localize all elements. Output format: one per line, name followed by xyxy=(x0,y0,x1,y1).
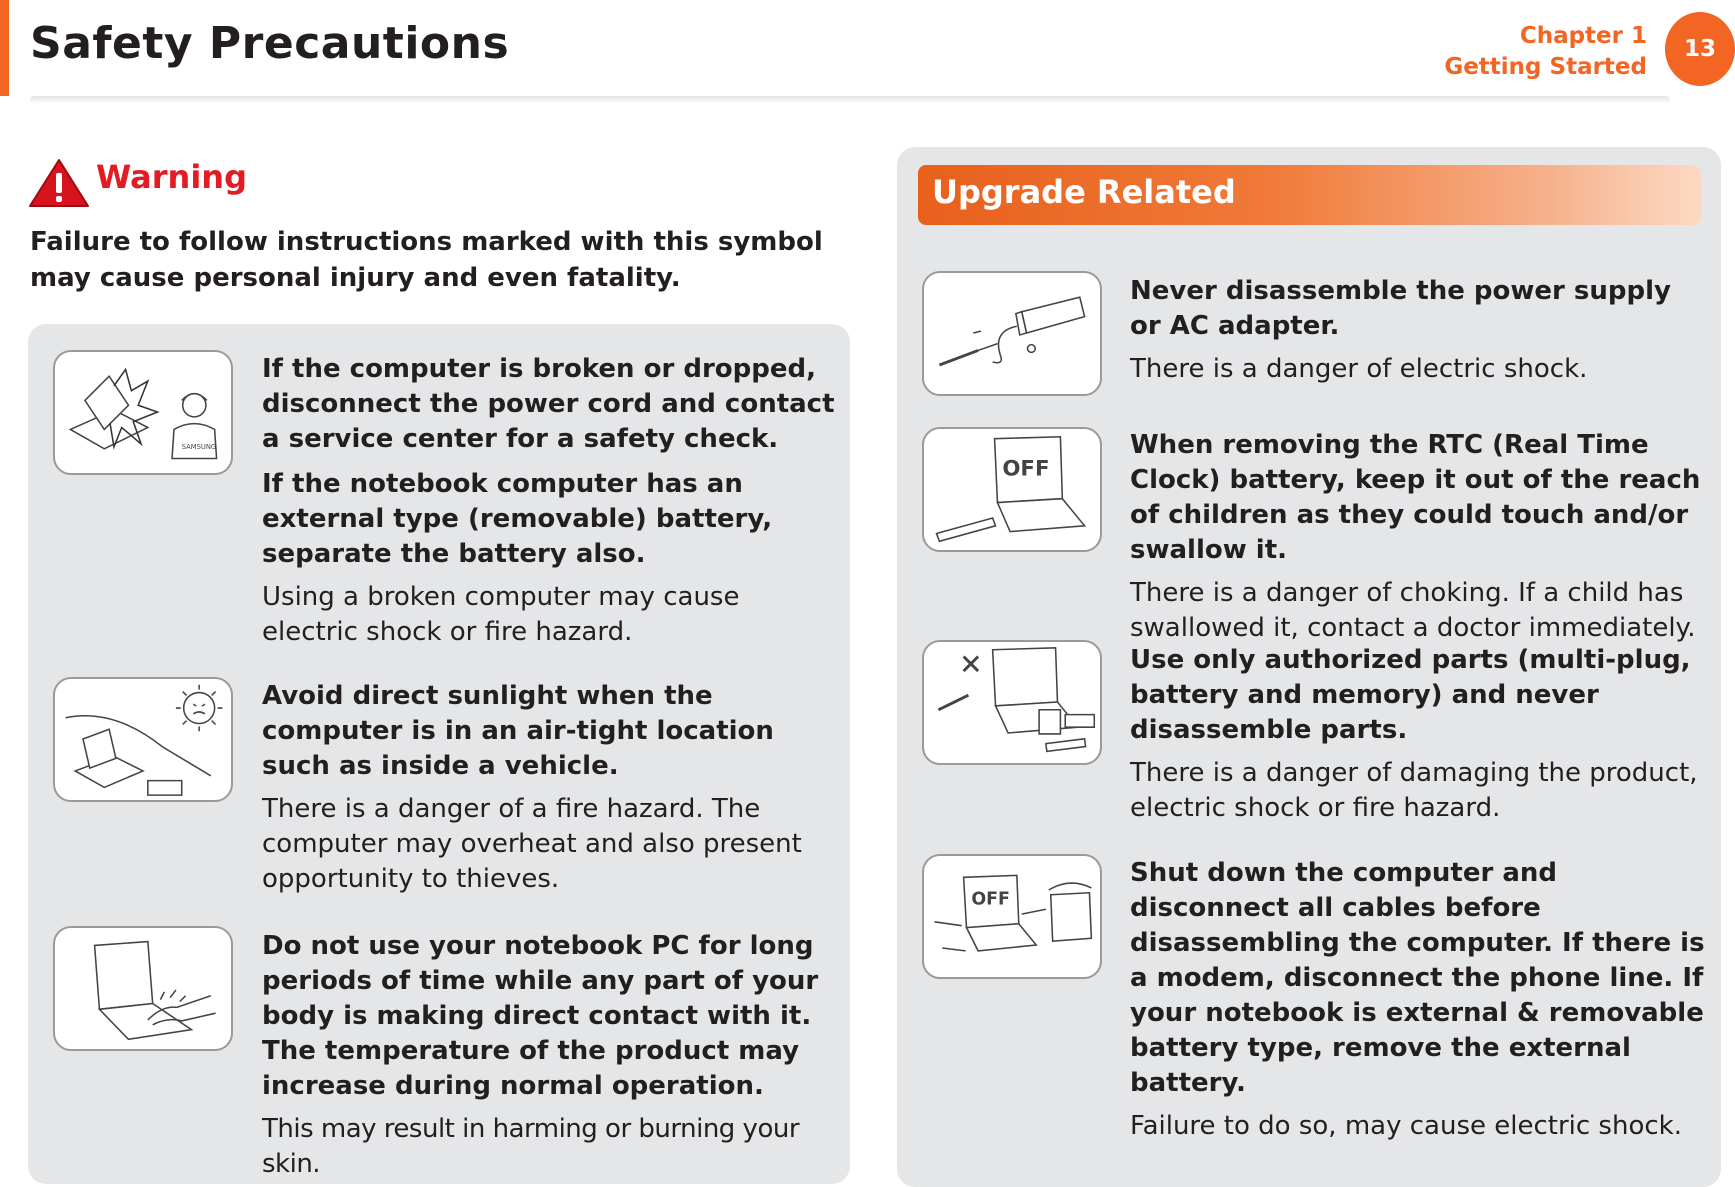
off-label: OFF xyxy=(971,889,1010,910)
authorized-parts-item xyxy=(1130,643,1710,826)
item-heading: If the computer is broken or dropped, disconnect the power cord and contact a service center for a safety check. xyxy=(262,354,835,454)
rtc-battery-item xyxy=(1130,428,1710,646)
off-label: OFF xyxy=(1002,456,1050,482)
item-heading: Avoid direct sunlight when the computer is in an air-tight location such as inside a vehicle. xyxy=(262,681,774,781)
item-body: There is a danger of electric shock. xyxy=(1130,354,1588,384)
power-supply-item xyxy=(1130,274,1710,387)
item-body: This may result in harming or burning your skin. xyxy=(262,1114,800,1179)
brand-label: SAMSUNG xyxy=(181,442,217,451)
dropped-laptop-illustration xyxy=(53,350,233,475)
page-number-badge: 13 xyxy=(1665,12,1735,86)
page-title: Safety Precautions xyxy=(30,18,510,69)
authorized-parts-illustration xyxy=(922,640,1102,765)
adapter-screwdriver-illustration xyxy=(922,271,1102,396)
disconnect-cables-illustration xyxy=(922,854,1102,979)
body-contact-item xyxy=(262,929,842,1182)
item-body: There is a danger of damaging the product, electric shock or fire hazard. xyxy=(1130,758,1698,823)
warning-description: Failure to follow instructions marked with this symbol may cause personal injury and even fatality. xyxy=(30,227,823,293)
warning-title: Warning xyxy=(96,158,247,196)
item-heading: Do not use your notebook PC for long periods of time while any part of your body is making direct contact with it. The temperature of the product may increase during normal operation. xyxy=(262,931,819,1101)
warning-triangle-icon xyxy=(28,158,90,208)
item-body: Using a broken computer may cause electric shock or fire hazard. xyxy=(262,582,740,647)
item-body: There is a danger of a fire hazard. The computer may overheat and also present opportunity to thieves. xyxy=(262,794,802,894)
chapter-title: Getting Started xyxy=(1444,54,1647,80)
upgrade-section-header xyxy=(918,165,1701,225)
disconnect-cables-item xyxy=(1130,856,1710,1144)
upgrade-section-title: Upgrade Related xyxy=(932,173,1236,211)
sunlight-item xyxy=(262,679,842,897)
broken-computer-item xyxy=(262,352,842,650)
header-divider xyxy=(30,96,1670,104)
item-heading: When removing the RTC (Real Time Clock) battery, keep it out of the reach of children as they could touch and/or swallow it. xyxy=(1130,430,1701,565)
chapter-label xyxy=(1444,21,1647,83)
item-heading: Shut down the computer and disconnect all cables before disassembling the computer. If there is a modem, disconnect the phone line. If your notebook is external & removable battery type, remove the external battery. xyxy=(1130,858,1705,1098)
item-heading-secondary: If the notebook computer has an external type (removable) battery, separate the battery also. xyxy=(262,469,773,569)
sunlight-car-illustration xyxy=(53,677,233,802)
header-accent-bar xyxy=(0,0,9,96)
item-heading: Use only authorized parts (multi-plug, battery and memory) and never disassemble parts. xyxy=(1130,645,1691,745)
chapter-number: Chapter 1 xyxy=(1519,23,1647,49)
hand-on-laptop-illustration xyxy=(53,926,233,1051)
item-body: There is a danger of choking. If a child has swallowed it, contact a doctor immediately. xyxy=(1130,578,1696,643)
item-body: Failure to do so, may cause electric shock. xyxy=(1130,1111,1682,1141)
item-heading: Never disassemble the power supply or AC adapter. xyxy=(1130,276,1671,341)
rtc-battery-laptop-illustration xyxy=(922,427,1102,552)
